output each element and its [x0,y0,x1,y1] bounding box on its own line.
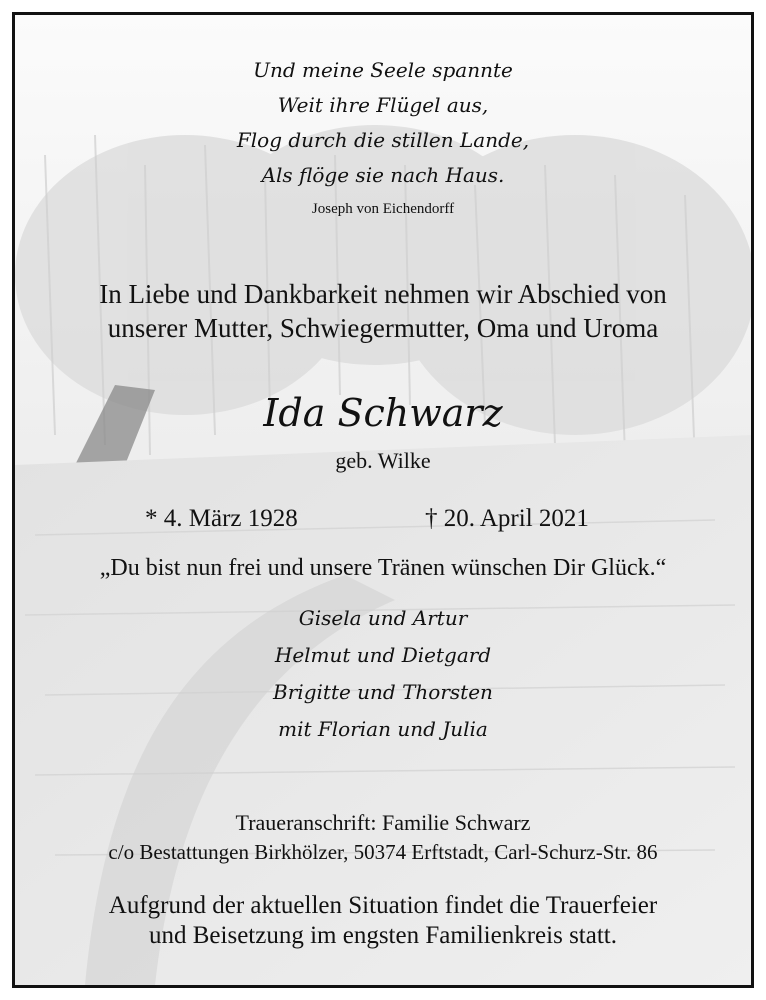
family-line: Helmut und Dietgard [274,643,492,667]
family-line: mit Florian und Julia [278,717,488,741]
poem-line: Flog durch die stillen Lande, [236,128,530,152]
poem-author: Joseph von Eichendorff [311,201,455,217]
ceremony-notice [15,891,751,951]
deceased-name: Ida Schwarz [263,391,503,435]
obituary-content [15,15,751,985]
poem [15,53,751,193]
poem-line: Als flöge sie nach Haus. [261,163,505,187]
family-line: Brigitte und Thorsten [273,680,493,704]
poem-line: Und meine Seele spannte [253,58,513,82]
birth-date: * 4. März 1928 [145,505,298,532]
family-members [15,600,751,748]
obituary-frame [12,12,754,988]
intro-line: In Liebe und Dankbarkeit nehmen wir Abschied von [99,279,667,309]
notice-line: und Beisetzung im engsten Familienkreis statt. [149,922,617,949]
family-line: Gisela und Artur [298,606,468,630]
mourning-address-title: Traueranschrift: Familie Schwarz [235,810,531,835]
mourning-address: c/o Bestattungen Birkhölzer, 50374 Erftstadt, Carl-Schurz-Str. 86 [108,840,658,864]
intro-text [15,277,751,345]
memorial-quote: „Du bist nun frei und unsere Tränen wünschen Dir Glück.“ [99,555,667,581]
poem-line: Weit ihre Flügel aus, [277,93,489,117]
death-date: † 20. April 2021 [425,505,589,532]
maiden-name: geb. Wilke [335,448,431,473]
intro-line: unserer Mutter, Schwiegermutter, Oma und Uroma [107,313,659,343]
notice-line: Aufgrund der aktuellen Situation findet die Trauerfeier [108,892,658,919]
